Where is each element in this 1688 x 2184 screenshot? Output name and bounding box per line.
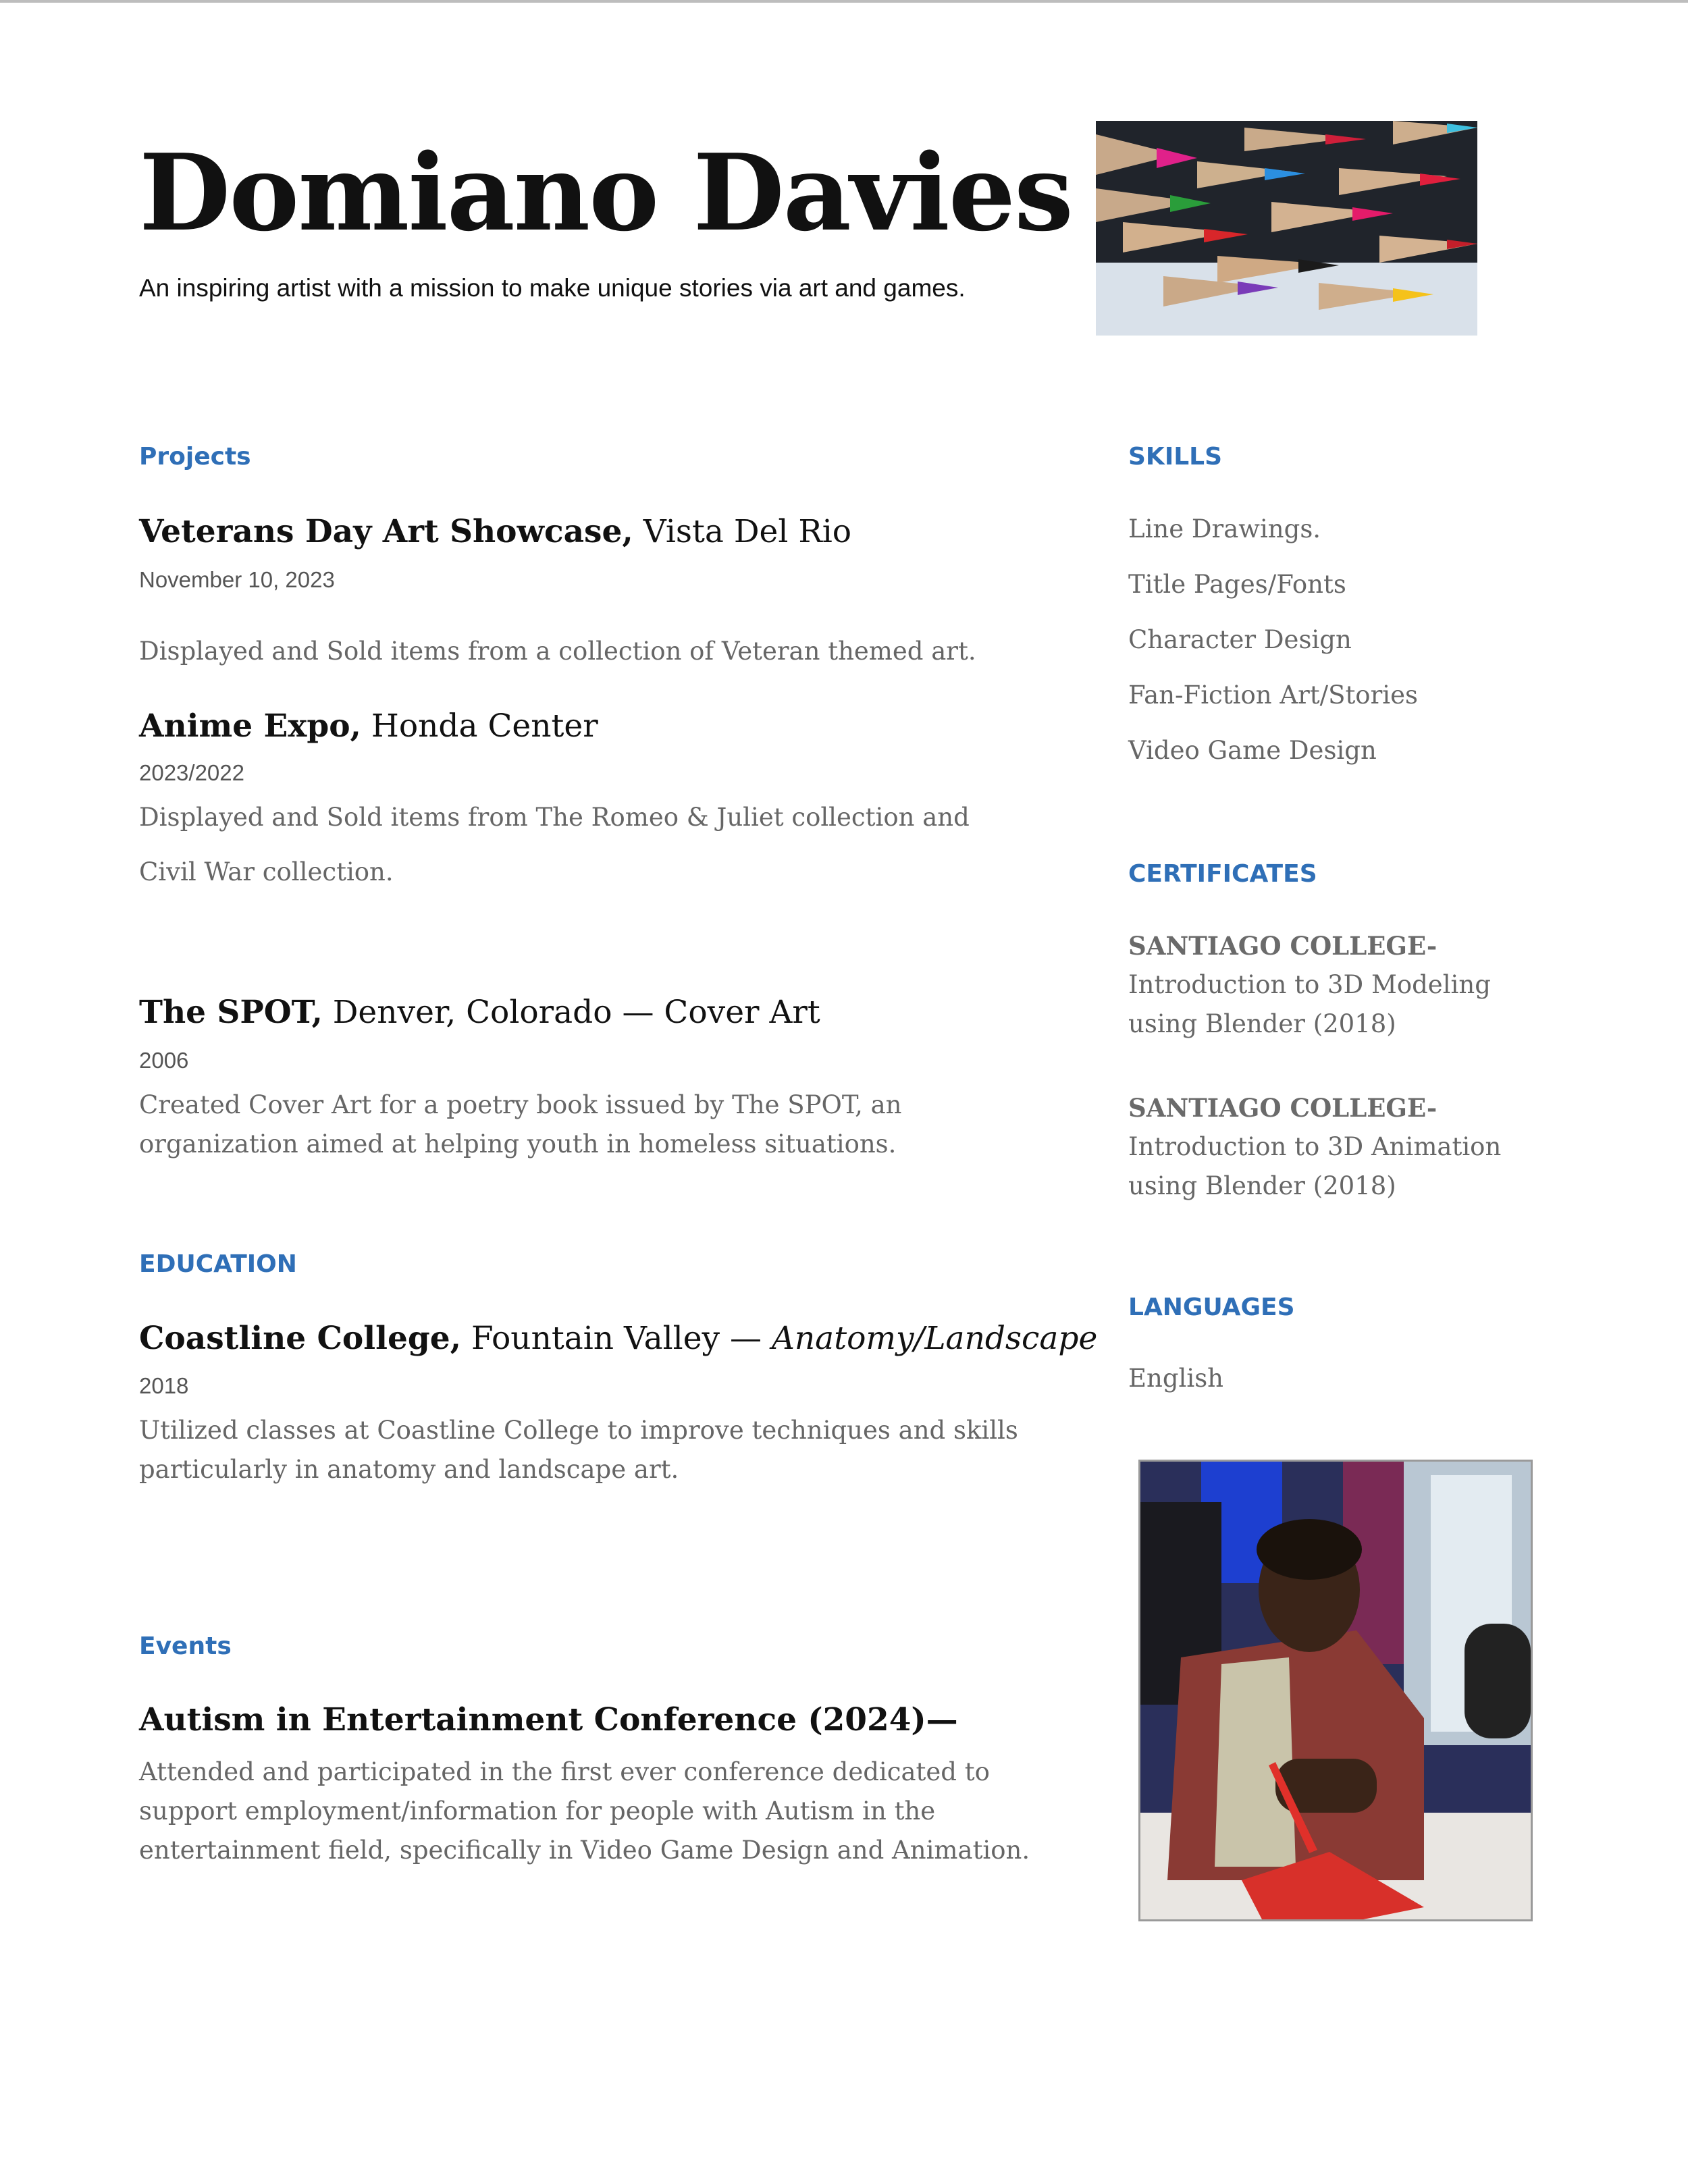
education-description: Utilized classes at Coastline College to improve techniques and skills particularly in anatomy and landscape art.	[139, 1416, 1018, 1484]
skill-item: Title Pages/Fonts	[1128, 570, 1346, 599]
certificate-org: SANTIAGO COLLEGE-	[1128, 1093, 1438, 1123]
project-date: 2006	[139, 1048, 189, 1073]
certificates-heading: CERTIFICATES	[1128, 860, 1317, 888]
skill-item: Line Drawings.	[1128, 514, 1321, 543]
project-date: 2023/2022	[139, 760, 244, 785]
languages-heading: LANGUAGES	[1128, 1294, 1295, 1321]
skill-item: Fan-Fiction Art/Stories	[1128, 681, 1418, 710]
project-title-bold: Anime Expo,	[139, 708, 361, 745]
education-heading: EDUCATION	[139, 1250, 297, 1278]
certificate-course: Introduction to 3D Animation using Blender (2018)	[1128, 1132, 1502, 1200]
project-description-line: Civil War collection.	[139, 857, 394, 886]
event-description: Attended and participated in the first ever conference dedicated to support employment/information for people with Autism in the entertainment field, specifically in Video Game Design and Animation.	[139, 1757, 1030, 1865]
skills-heading: SKILLS	[1128, 443, 1223, 471]
projects-heading: Projects	[139, 443, 251, 471]
project-date: November 10, 2023	[139, 567, 335, 592]
education-title	[139, 1320, 1097, 1358]
project-title	[139, 513, 851, 551]
certificate-item	[1128, 926, 1533, 1044]
language-item: English	[1128, 1364, 1224, 1393]
certificate-org: SANTIAGO COLLEGE-	[1128, 931, 1438, 961]
project-title	[139, 708, 598, 745]
project-title-location: Vista Del Rio	[633, 513, 852, 550]
artist-portrait-photo	[1138, 1460, 1533, 1921]
resume-tagline: An inspiring artist with a mission to make unique stories via art and games.	[139, 274, 966, 302]
colored-pencils-image	[1096, 121, 1477, 336]
skill-item: Video Game Design	[1128, 736, 1377, 765]
project-title-location: Honda Center	[361, 708, 598, 745]
certificate-course: Introduction to 3D Modeling using Blender (2018)	[1128, 970, 1491, 1038]
education-date: 2018	[139, 1373, 189, 1398]
project-description-line: Displayed and Sold items from The Romeo & Juliet collection and	[139, 803, 970, 832]
project-title	[139, 994, 820, 1032]
skill-item: Character Design	[1128, 625, 1352, 654]
event-title: Autism in Entertainment Conference (2024)—	[139, 1701, 958, 1738]
project-description: Created Cover Art for a poetry book issued by The SPOT, an organization aimed at helping youth in homeless situations.	[139, 1090, 902, 1158]
education-school: Coastline College,	[139, 1320, 462, 1357]
certificate-item	[1128, 1088, 1533, 1206]
events-heading: Events	[139, 1632, 232, 1660]
education-focus: Anatomy/Landscape	[771, 1320, 1098, 1357]
education-location: Fountain Valley —	[461, 1320, 772, 1357]
project-title-bold: Veterans Day Art Showcase,	[139, 513, 633, 550]
project-title-location: Denver, Colorado — Cover Art	[322, 994, 820, 1031]
project-title-bold: The SPOT,	[139, 994, 323, 1031]
resume-name: Domiano Davies	[139, 131, 1072, 255]
project-description: Displayed and Sold items from a collection of Veteran themed art.	[139, 637, 976, 666]
top-border-line	[0, 0, 1688, 3]
